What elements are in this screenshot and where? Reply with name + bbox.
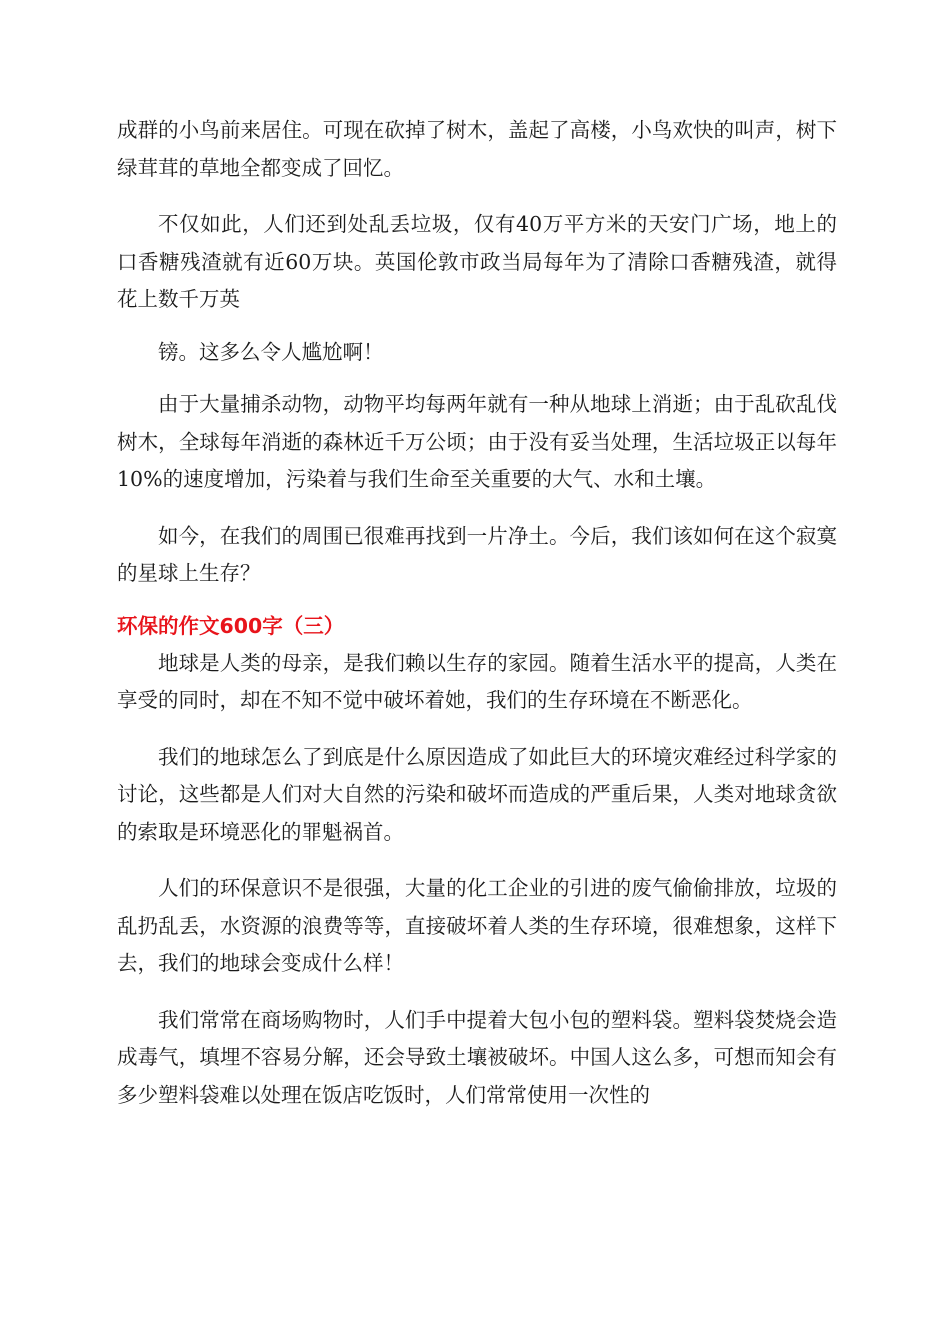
paragraph: 人们的环保意识不是很强，大量的化工企业的引进的废气偷偷排放，垃圾的乱扔乱丢，水资源的浪费等等，直接破坏着人类的生存环境，很难想象，这样下去，我们的地球会变成什么样！ (117, 876, 837, 975)
paragraph-continued: 成群的小鸟前来居住。可现在砍掉了树木，盖起了高楼，小鸟欢快的叫声，树下绿茸茸的草地全都变成了回忆。 (117, 118, 837, 180)
paragraph: 我们的地球怎么了到底是什么原因造成了如此巨大的环境灾难经过科学家的讨论，这些都是人们对大自然的污染和破坏而造成的严重后果，人类对地球贪欲的索取是环境恶化的罪魁祸首。 (117, 744, 837, 844)
section-heading: 环保的作文600字（三） (117, 613, 345, 638)
paragraph: 由于大量捕杀动物，动物平均每两年就有一种从地球上消逝；由于乱砍乱伐树木，全球每年消逝的森林近千万公顷；由于没有妥当处理，生活垃圾正以每年10%的速度增加，污染着与我们生命至关重要的大气、水和土壤。 (117, 392, 837, 491)
document-body (117, 112, 837, 1133)
paragraph: 不仅如此，人们还到处乱丢垃圾，仅有40万平方米的天安门广场，地上的口香糖残渣就有近60万块。英国伦敦市政当局每年为了清除口香糖残渣，就得花上数千万英 (117, 212, 837, 311)
paragraph: 镑。这多么令人尴尬啊！ (158, 339, 384, 364)
paragraph: 如今，在我们的周围已很难再找到一片净土。今后，我们该如何在这个寂寞的星球上生存？ (117, 523, 837, 585)
paragraph: 地球是人类的母亲，是我们赖以生存的家园。随着生活水平的提高，人类在享受的同时，却在不知不觉中破坏着她，我们的生存环境在不断恶化。 (117, 650, 837, 712)
paragraph: 我们常常在商场购物时，人们手中提着大包小包的塑料袋。塑料袋焚烧会造成毒气，填埋不容易分解，还会导致土壤被破坏。中国人这么多，可想而知会有多少塑料袋难以处理在饭店吃饭时，人们常常使用一次性的 (117, 1007, 837, 1107)
